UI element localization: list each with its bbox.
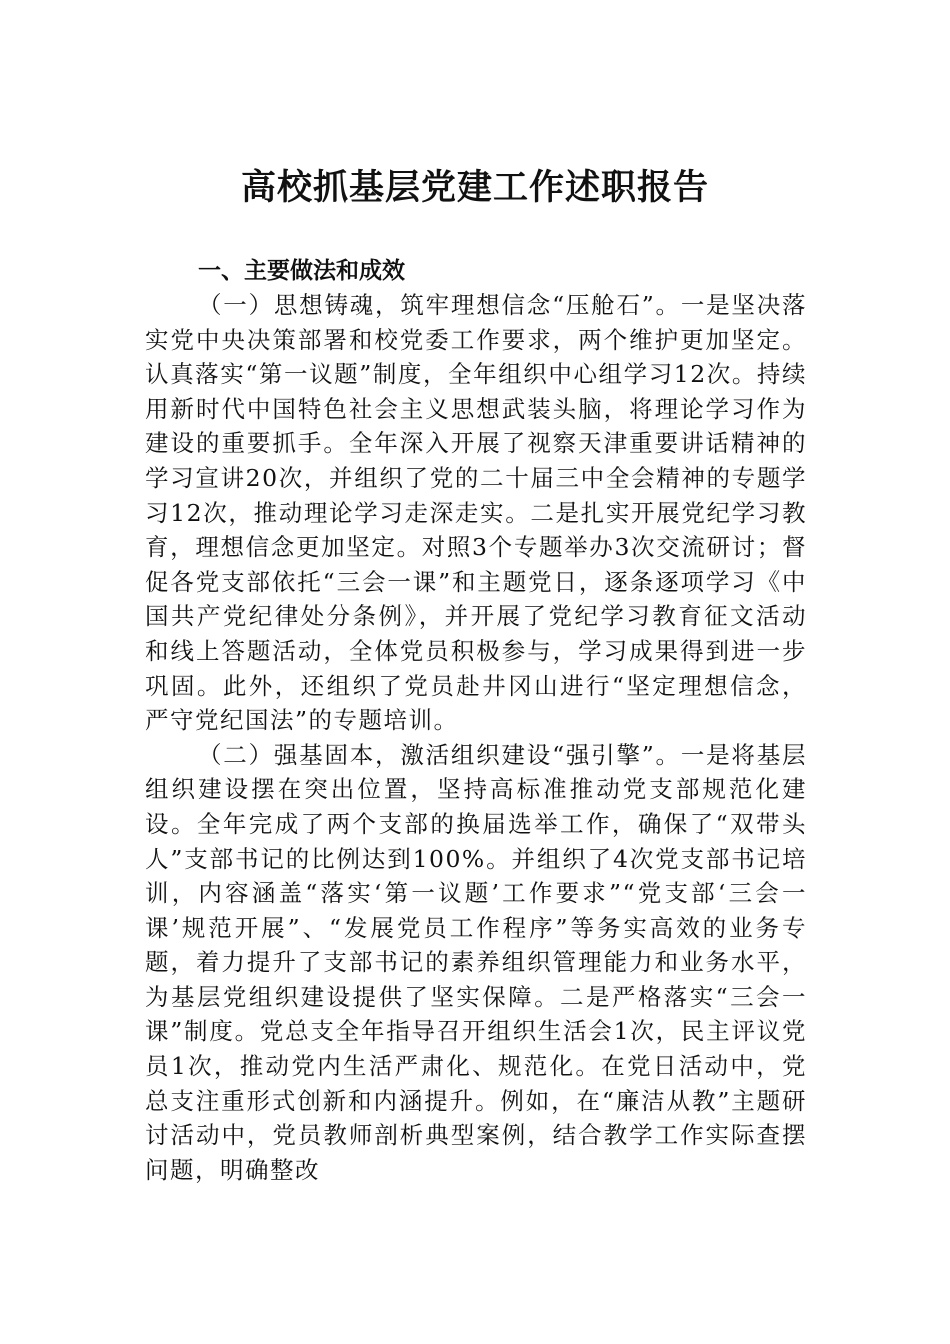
document-title: 高校抓基层党建工作述职报告	[240, 167, 709, 208]
section-heading: 一、主要做法和成效	[198, 258, 405, 284]
paragraph-lead: （一）思想铸魂，筑牢理想信念“压舱石”。	[198, 291, 681, 319]
document-body	[145, 254, 807, 1187]
paragraph-body: 一是坚决落实党中央决策部署和校党委工作要求，两个维护更加坚定。认真落实“第一议题”制度，全年组织中心组学习12次。持续用新时代中国特色社会主义思想武装头脑，将理论学习作为建设的重要抓手。全年深入开展了视察天津重要讲话精神的学习宣讲20次，并组织了党的二十届三中全会精神的专题学习12次，推动理论学习走深走实。二是扎实开展党纪学习教育，理想信念更加坚定。对照3个专题举办3次交流研讨；督促各党支部依托“三会一课”和主题党日，逐条逐项学习《中国共产党纪律处分条例》，并开展了党纪学习教育征文活动和线上答题活动，全体党员积极参与，学习成果得到进一步巩固。此外，还组织了党员赴井冈山进行“坚定理想信念，严守党纪国法”的专题培训。	[145, 291, 808, 735]
paragraph-lead: （二）强基固本，激活组织建设“强引擎”。	[198, 740, 681, 769]
paragraph-organization	[145, 738, 807, 1188]
paragraph-body: 一是将基层组织建设摆在突出位置，坚持高标准推动党支部规范化建设。全年完成了两个支部的换届选举工作，确保了“双带头人”支部书记的比例达到100%。并组织了4次党支部书记培训，内容涵盖“落实‘第一议题’工作要求”“党支部‘三会一课’规范开展”、“发展党员工作程序”等务实高效的业务专题，着力提升了支部书记的素养组织管理能力和业务水平，为基层党组织建设提供了坚实保障。二是严格落实“三会一课”制度。党总支全年指导召开组织生活会1次，民主评议党员1次，推动党内生活严肃化、规范化。在党日活动中，党总支注重形式创新和内涵提升。例如，在“廉洁从教”主题研讨活动中，党员教师剖析典型案例，结合教学工作实际查摆问题，明确整改	[145, 740, 808, 1184]
paragraph-ideology	[145, 288, 807, 738]
